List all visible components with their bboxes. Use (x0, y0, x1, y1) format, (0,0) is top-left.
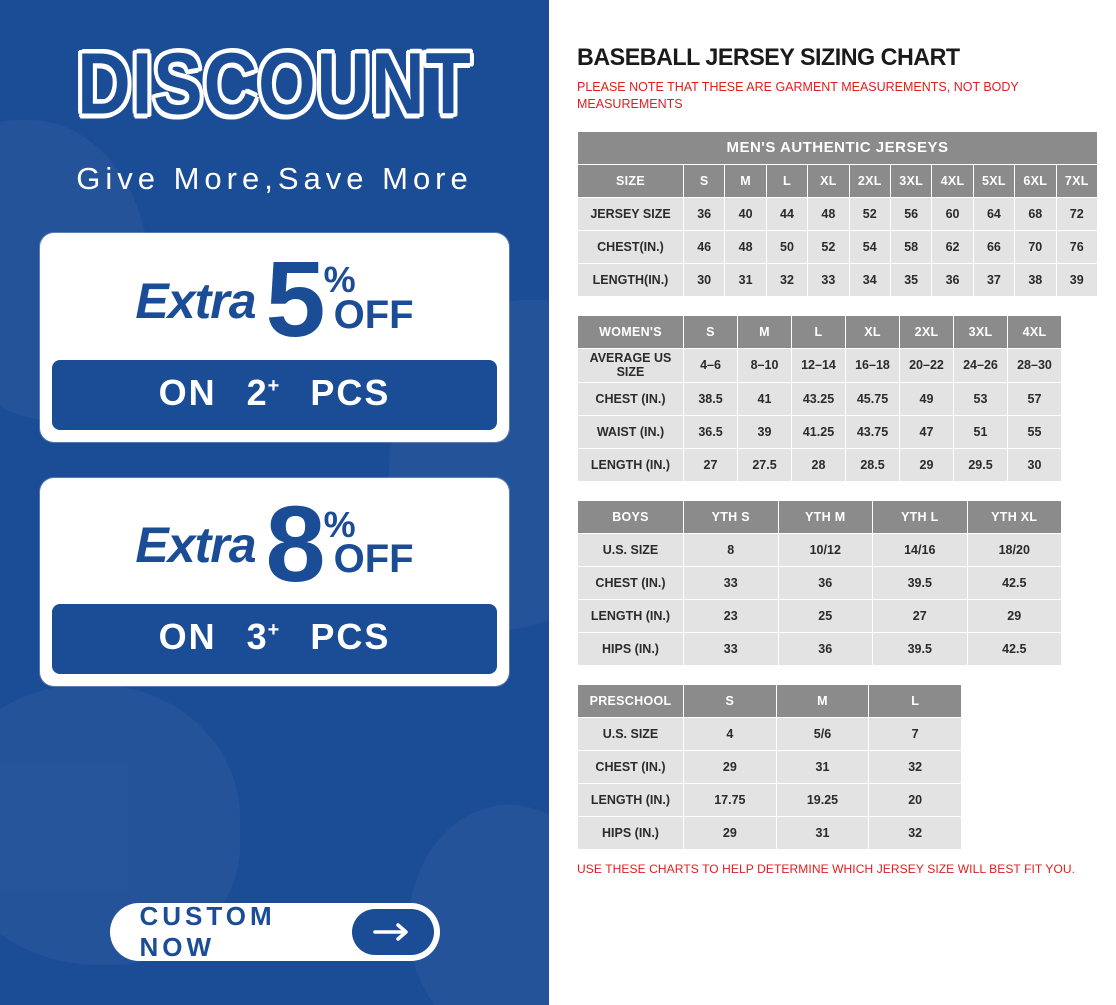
offer-condition (52, 604, 497, 674)
sizing-chart-panel (549, 0, 1116, 1005)
table-row (578, 816, 962, 849)
table-cell: 30 (684, 263, 725, 296)
offer-extra-label: Extra (135, 272, 256, 329)
table-row-label: AVERAGE US SIZE (578, 348, 684, 382)
table-header-cell: YTH L (873, 500, 968, 533)
arrow-right-icon (352, 909, 434, 955)
table-row-label: CHEST (IN.) (578, 750, 684, 783)
table-cell: 55 (1008, 415, 1062, 448)
table-cell: 33 (808, 263, 849, 296)
table-header-cell: S (684, 684, 777, 717)
table-header-cell: YTH XL (967, 500, 1062, 533)
table-cell: 33 (684, 632, 779, 665)
table-cell: 36 (778, 566, 873, 599)
table-header-cell: S (684, 315, 738, 348)
table-cell: 43.75 (846, 415, 900, 448)
table-cell: 39 (738, 415, 792, 448)
offer-extra-label: Extra (135, 517, 256, 574)
table-cell: 20 (869, 783, 962, 816)
table-header-cell: 4XL (932, 164, 973, 197)
table-cell: 16–18 (846, 348, 900, 382)
table-cell: 38 (1015, 263, 1056, 296)
table-womens (577, 315, 1062, 482)
table-cell: 19.25 (776, 783, 869, 816)
table-cell: 47 (900, 415, 954, 448)
table-header-cell: L (869, 684, 962, 717)
table-cell: 18/20 (967, 533, 1062, 566)
table-mens-authentic-jerseys (577, 131, 1098, 297)
table-cell: 56 (890, 197, 931, 230)
table-cell: 14/16 (873, 533, 968, 566)
table-cell: 29 (900, 448, 954, 481)
table-cell: 49 (900, 382, 954, 415)
table-cell: 8–10 (738, 348, 792, 382)
table-header-cell: L (792, 315, 846, 348)
table-row (578, 599, 1062, 632)
table-header-cell: 3XL (954, 315, 1008, 348)
table-header-cell: 3XL (890, 164, 931, 197)
promo-subtitle: Give More,Save More (76, 161, 473, 197)
table-cell: 31 (725, 263, 766, 296)
table-header-cell: SIZE (578, 164, 684, 197)
offer-headline (40, 233, 509, 360)
table-header-row (578, 315, 1062, 348)
table-cell: 36 (684, 197, 725, 230)
table-cell: 29 (684, 750, 777, 783)
table-cell: 23 (684, 599, 779, 632)
table-row-label: CHEST (IN.) (578, 566, 684, 599)
table-header-cell: PRESCHOOL (578, 684, 684, 717)
table-banner-label: MEN'S AUTHENTIC JERSEYS (578, 131, 1098, 164)
table-cell: 41.25 (792, 415, 846, 448)
table-cell: 60 (932, 197, 973, 230)
table-row (578, 382, 1062, 415)
table-cell: 35 (890, 263, 931, 296)
table-row-label: HIPS (IN.) (578, 632, 684, 665)
table-cell: 29 (684, 816, 777, 849)
table-cell: 52 (808, 230, 849, 263)
table-cell: 48 (808, 197, 849, 230)
table-cell: 5/6 (776, 717, 869, 750)
offer-pcs-label: PCS (310, 616, 391, 658)
table-header-cell: 7XL (1056, 164, 1097, 197)
table-cell: 40 (725, 197, 766, 230)
table-cell: 36.5 (684, 415, 738, 448)
table-cell: 57 (1008, 382, 1062, 415)
table-row-label: JERSEY SIZE (578, 197, 684, 230)
table-cell: 20–22 (900, 348, 954, 382)
offer-percent-value: 8 (265, 482, 322, 604)
table-cell: 39 (1056, 263, 1097, 296)
table-cell: 28–30 (1008, 348, 1062, 382)
table-cell: 70 (1015, 230, 1056, 263)
table-row (578, 348, 1062, 382)
table-cell: 52 (849, 197, 890, 230)
table-row (578, 750, 962, 783)
table-cell: 64 (973, 197, 1014, 230)
offer-card-8-percent[interactable] (40, 478, 509, 687)
table-cell: 38.5 (684, 382, 738, 415)
table-header-cell: M (776, 684, 869, 717)
table-row-label: WAIST (IN.) (578, 415, 684, 448)
offer-condition (52, 360, 497, 430)
table-header-cell: XL (808, 164, 849, 197)
table-cell: 48 (725, 230, 766, 263)
table-cell: 66 (973, 230, 1014, 263)
table-header-cell: WOMEN'S (578, 315, 684, 348)
table-row (578, 632, 1062, 665)
table-row (578, 415, 1062, 448)
table-cell: 27 (873, 599, 968, 632)
table-header-cell: M (738, 315, 792, 348)
table-cell: 50 (766, 230, 807, 263)
offer-pcs-label: PCS (310, 371, 391, 413)
table-header-cell: S (684, 164, 725, 197)
table-cell: 30 (1008, 448, 1062, 481)
table-cell: 31 (776, 750, 869, 783)
table-cell: 76 (1056, 230, 1097, 263)
table-cell: 7 (869, 717, 962, 750)
table-row (578, 230, 1098, 263)
table-cell: 31 (776, 816, 869, 849)
table-row-label: HIPS (IN.) (578, 816, 684, 849)
table-row-label: U.S. SIZE (578, 533, 684, 566)
table-row (578, 448, 1062, 481)
table-cell: 68 (1015, 197, 1056, 230)
table-cell: 8 (684, 533, 779, 566)
table-cell: 45.75 (846, 382, 900, 415)
table-cell: 24–26 (954, 348, 1008, 382)
table-header-row (578, 500, 1062, 533)
table-cell: 34 (849, 263, 890, 296)
table-cell: 42.5 (967, 566, 1062, 599)
table-cell: 28 (792, 448, 846, 481)
offer-off-label: OFF (333, 537, 414, 582)
table-cell: 46 (684, 230, 725, 263)
table-row-label: U.S. SIZE (578, 717, 684, 750)
table-cell: 32 (766, 263, 807, 296)
custom-now-label: CUSTOM NOW (139, 901, 276, 962)
discount-promo-panel (0, 0, 549, 1005)
offer-headline (40, 478, 509, 604)
table-cell: 4–6 (684, 348, 738, 382)
table-cell: 36 (932, 263, 973, 296)
table-header-cell: BOYS (578, 500, 684, 533)
table-header-cell: 2XL (900, 315, 954, 348)
offer-on-label: ON (158, 371, 217, 413)
table-cell: 54 (849, 230, 890, 263)
table-header-cell: YTH M (778, 500, 873, 533)
table-cell: 42.5 (967, 632, 1062, 665)
table-cell: 39.5 (873, 566, 968, 599)
table-row-label: LENGTH (IN.) (578, 448, 684, 481)
table-row-label: CHEST (IN.) (578, 382, 684, 415)
chart-title: BASEBALL JERSEY SIZING CHART (577, 44, 960, 71)
offer-quantity: 3+ (246, 616, 281, 658)
table-header-cell: L (766, 164, 807, 197)
table-cell: 72 (1056, 197, 1097, 230)
table-row-label: CHEST(IN.) (578, 230, 684, 263)
offer-card-5-percent[interactable] (40, 233, 509, 442)
offer-off-label: OFF (333, 292, 414, 337)
table-preschool (577, 684, 962, 850)
promo-title: DISCOUNT (77, 34, 472, 133)
table-header-cell: M (725, 164, 766, 197)
table-cell: 27 (684, 448, 738, 481)
chart-note: PLEASE NOTE THAT THESE ARE GARMENT MEASUREMENTS, NOT BODY MEASUREMENTS (577, 80, 1019, 111)
table-cell: 32 (869, 816, 962, 849)
offer-percent-symbol: % (323, 259, 356, 301)
table-header-cell: 5XL (973, 164, 1014, 197)
table-row-label: LENGTH(IN.) (578, 263, 684, 296)
table-header-cell: 4XL (1008, 315, 1062, 348)
table-cell: 10/12 (778, 533, 873, 566)
table-header-cell: XL (846, 315, 900, 348)
table-cell: 29 (967, 599, 1062, 632)
chart-footnote: USE THESE CHARTS TO HELP DETERMINE WHICH JERSEY SIZE WILL BEST FIT YOU. (577, 861, 1076, 876)
table-row (578, 783, 962, 816)
table-cell: 32 (869, 750, 962, 783)
table-row-label: LENGTH (IN.) (578, 783, 684, 816)
table-cell: 36 (778, 632, 873, 665)
table-cell: 27.5 (738, 448, 792, 481)
table-header-cell: 2XL (849, 164, 890, 197)
table-header-row (578, 684, 962, 717)
offer-quantity: 2+ (246, 371, 281, 413)
offer-percent-value: 5 (265, 238, 322, 360)
table-row (578, 533, 1062, 566)
table-cell: 4 (684, 717, 777, 750)
table-boys (577, 500, 1062, 666)
table-cell: 62 (932, 230, 973, 263)
table-cell: 25 (778, 599, 873, 632)
table-header-row (578, 164, 1098, 197)
table-row (578, 717, 962, 750)
table-cell: 33 (684, 566, 779, 599)
table-cell: 41 (738, 382, 792, 415)
custom-now-button[interactable] (110, 903, 440, 961)
table-row (578, 566, 1062, 599)
table-cell: 29.5 (954, 448, 1008, 481)
table-row (578, 197, 1098, 230)
table-banner-row (578, 131, 1098, 164)
table-row-label: LENGTH (IN.) (578, 599, 684, 632)
table-cell: 51 (954, 415, 1008, 448)
table-cell: 17.75 (684, 783, 777, 816)
table-cell: 43.25 (792, 382, 846, 415)
table-row (578, 263, 1098, 296)
table-cell: 58 (890, 230, 931, 263)
table-cell: 44 (766, 197, 807, 230)
table-cell: 53 (954, 382, 1008, 415)
table-cell: 39.5 (873, 632, 968, 665)
table-cell: 28.5 (846, 448, 900, 481)
offer-percent-symbol: % (323, 503, 356, 545)
table-header-cell: 6XL (1015, 164, 1056, 197)
table-cell: 12–14 (792, 348, 846, 382)
offer-on-label: ON (158, 616, 217, 658)
table-cell: 37 (973, 263, 1014, 296)
table-header-cell: YTH S (684, 500, 779, 533)
